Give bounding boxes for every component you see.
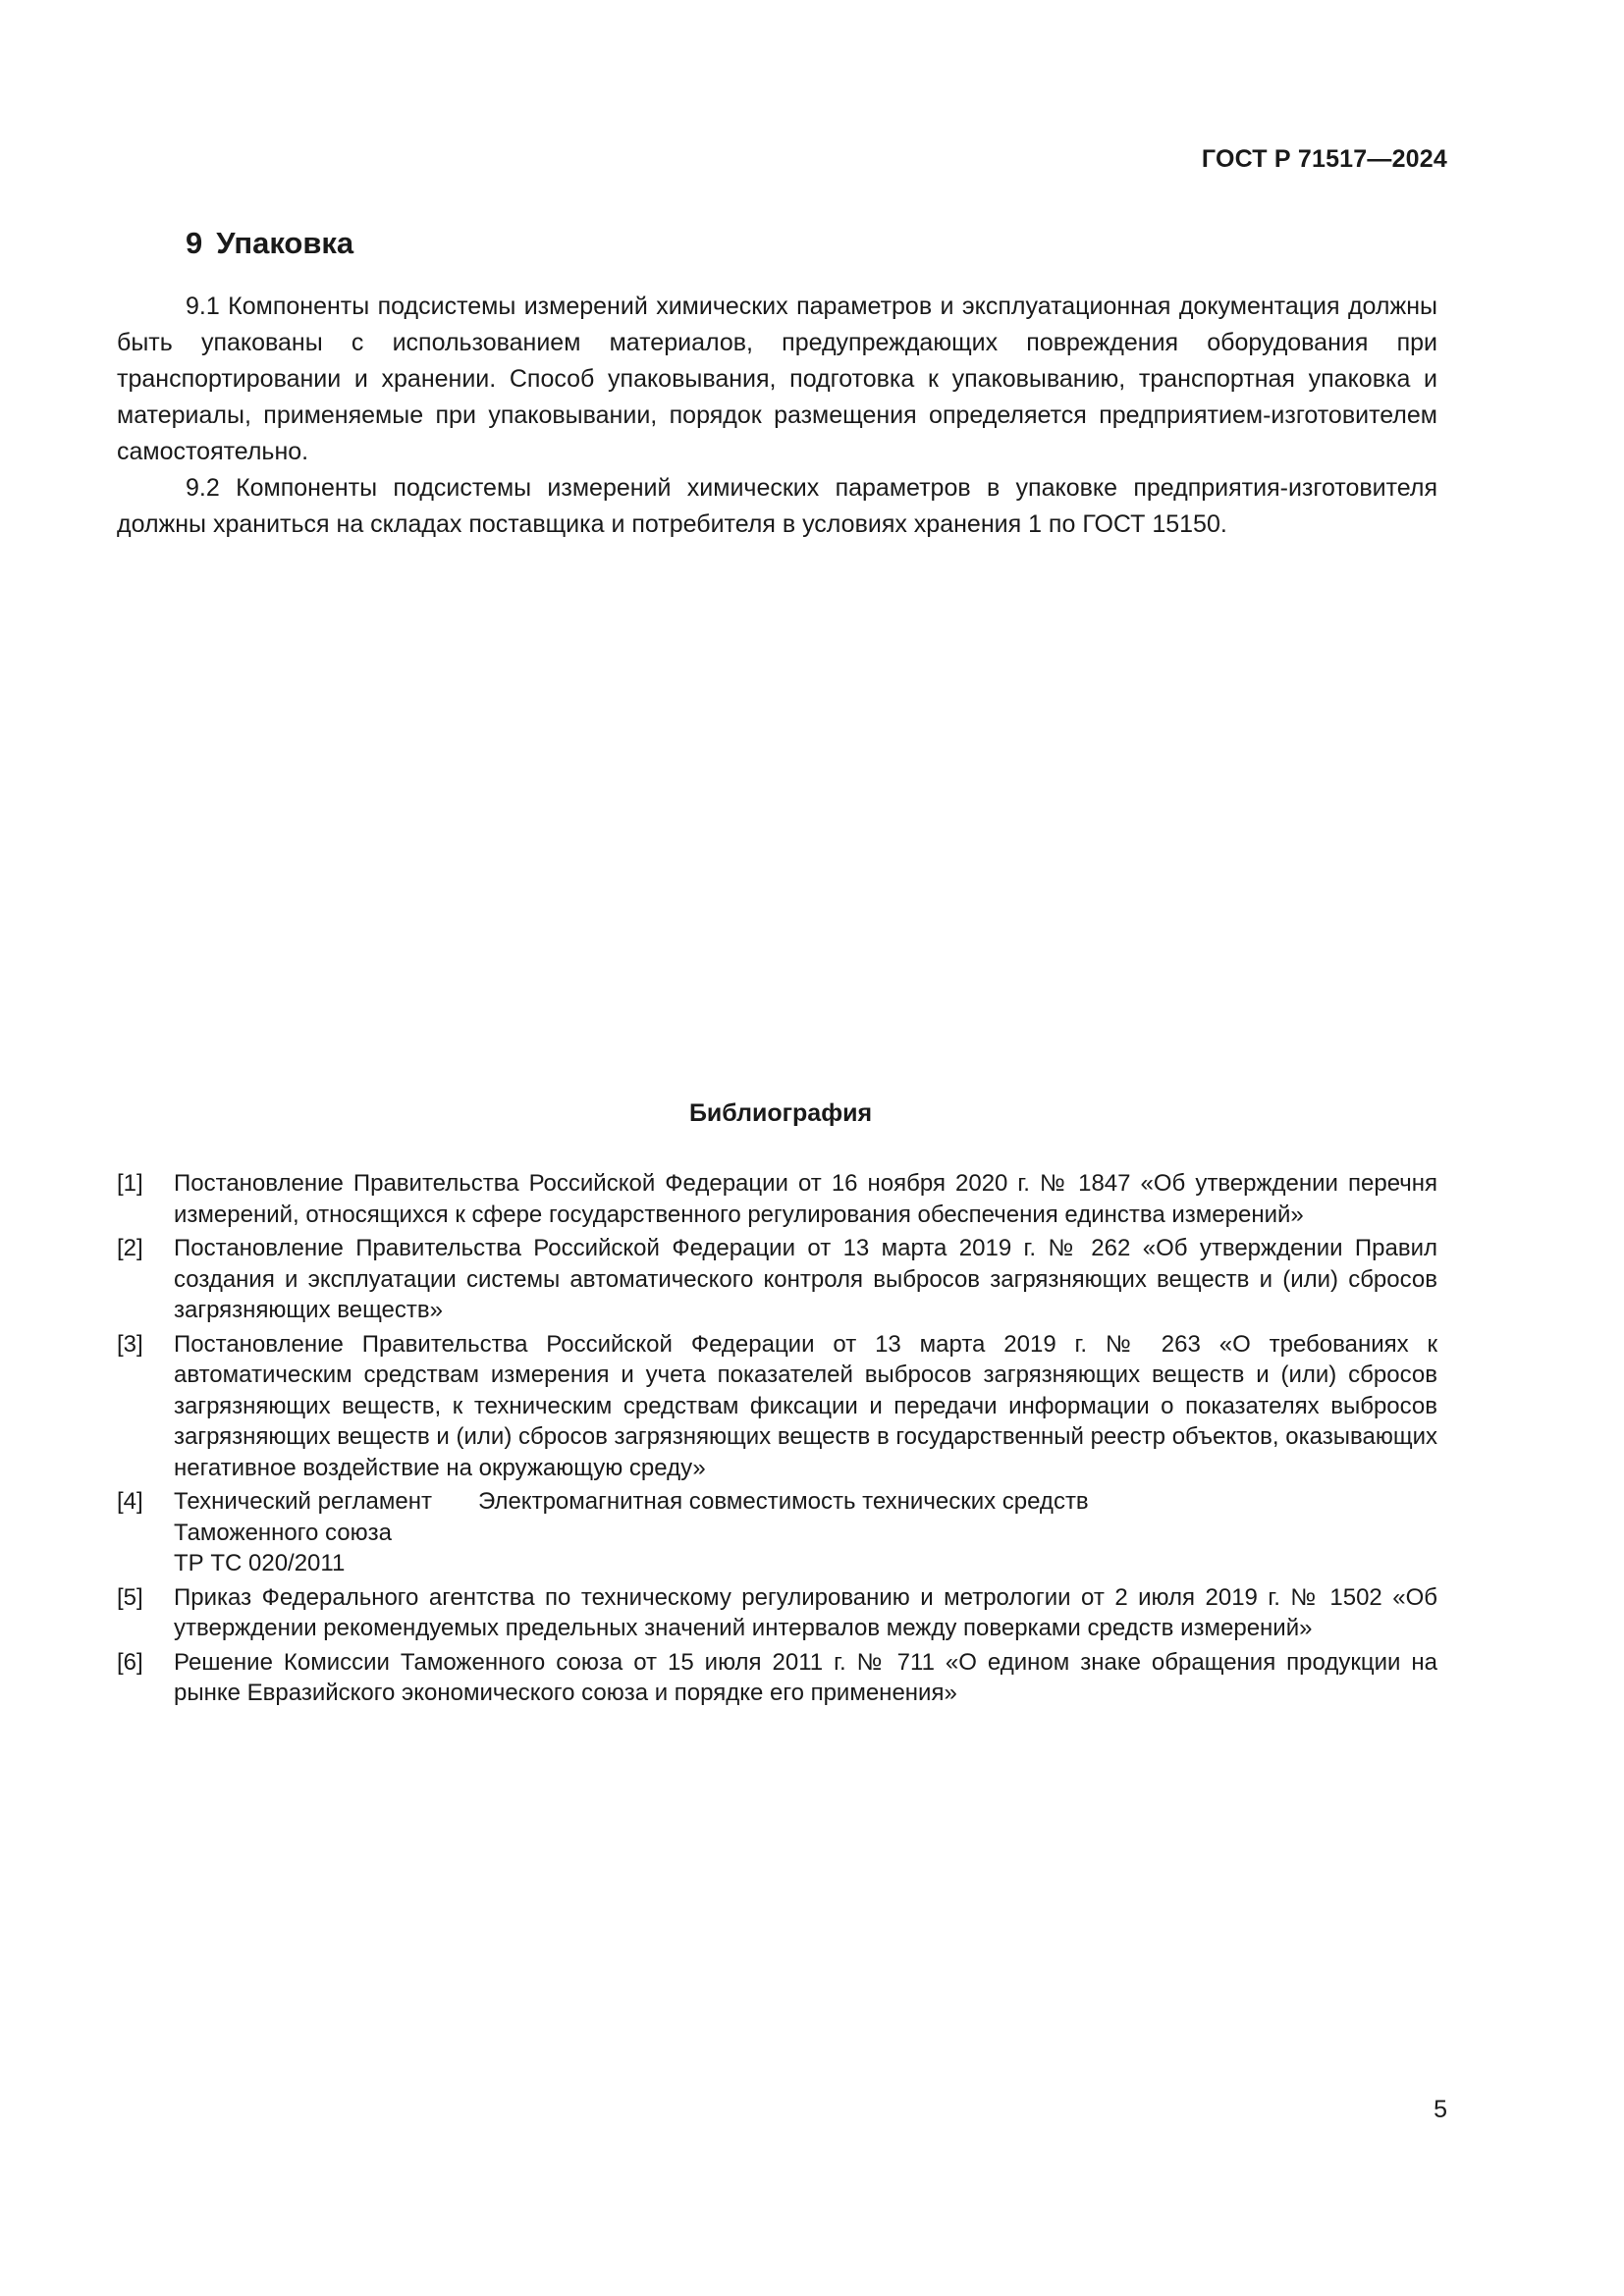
- bibliography-item-text: Постановление Правительства Российской Федерации от 13 марта 2019 г. № 263 «О требованиях к автоматическим средствам измерения и учета показателей выбросов загрязняющих веществ и (или) сбросов загрязняющих веществ, к техническим средствам фиксации и передачи информации о показателях выбросов загрязняющих веществ и (или) сбросов загрязняющих веществ в государственный реестр объектов, оказывающих негативное воздействие на окружающую среду»: [174, 1330, 1437, 1481]
- bibliography-item-text: Постановление Правительства Российской Федерации от 13 марта 2019 г. № 262 «Об утверждении Правил создания и эксплуатации системы автоматического контроля выбросов загрязняющих веществ и (или) сбросов загрязняющих веществ»: [174, 1235, 1437, 1323]
- bibliography-item: [117, 1486, 1437, 1579]
- bibliography-item-number: [3]: [117, 1330, 143, 1358]
- paragraph-9-2: 9.2 Компоненты подсистемы измерений химических параметров в упаковке предприятия-изготовителя должны храниться на складах поставщика и потребителя в условиях хранения 1 по ГОСТ 15150.: [117, 474, 1437, 538]
- page-number: 5: [1434, 2096, 1447, 2123]
- bibliography-item: [117, 1168, 1437, 1230]
- regulation-doc-type-continued: Таможенного союза: [174, 1519, 392, 1546]
- section-packaging: [117, 226, 1437, 543]
- bibliography-item-text: Постановление Правительства Российской Федерации от 16 ноября 2020 г. № 1847 «Об утверждении перечня измерений, относящихся к сфере государственного регулирования обеспечения единства измерений»: [174, 1170, 1437, 1228]
- bibliography-item-number: [4]: [117, 1488, 143, 1515]
- regulation-designation: ТР ТС 020/2011: [174, 1550, 346, 1576]
- bibliography-title: Библиография: [688, 1099, 873, 1127]
- paragraph-9-1: 9.1 Компоненты подсистемы измерений химических параметров и эксплуатационная документация должны быть упакованы с использованием материалов, предупреждающих повреждения оборудования при транспортировании и хранении. Способ упаковывания, подготовка к упаковыванию, транспортная упаковка и материалы, применяемые при упаковывании, порядок размещения определяется предприятием-изготовителем самостоятельно.: [117, 293, 1437, 465]
- bibliography-item-regulation: [174, 1486, 1437, 1579]
- bibliography-item: [117, 1233, 1437, 1326]
- bibliography-item-number: [5]: [117, 1583, 143, 1611]
- bibliography-item-number: [6]: [117, 1648, 143, 1676]
- bibliography-item-number: [1]: [117, 1170, 143, 1197]
- section-title: Упаковка: [216, 226, 354, 260]
- bibliography-list: [117, 1168, 1437, 1712]
- regulation-doc-type: Технический регламент: [174, 1488, 432, 1515]
- document-code: ГОСТ Р 71517—2024: [1201, 145, 1447, 173]
- bibliography-item-text: Приказ Федерального агентства по техническому регулированию и метрологии от 2 июля 2019 г. № 1502 «Об утверждении рекомендуемых предельных значений интервалов между поверками средств измерений»: [174, 1583, 1437, 1641]
- section-number: 9: [186, 226, 203, 260]
- bibliography-item: [117, 1329, 1437, 1484]
- bibliography-item-number: [2]: [117, 1235, 143, 1261]
- bibliography-item: [117, 1582, 1437, 1644]
- bibliography-item: [117, 1647, 1437, 1709]
- section-heading: [186, 226, 1437, 261]
- bibliography-item-text: Решение Комиссии Таможенного союза от 15 июля 2011 г. № 711 «О едином знаке обращения продукции на рынке Евразийского экономического союза и порядке его применения»: [174, 1648, 1437, 1706]
- regulation-title: Электромагнитная совместимость технических средств: [478, 1488, 1089, 1515]
